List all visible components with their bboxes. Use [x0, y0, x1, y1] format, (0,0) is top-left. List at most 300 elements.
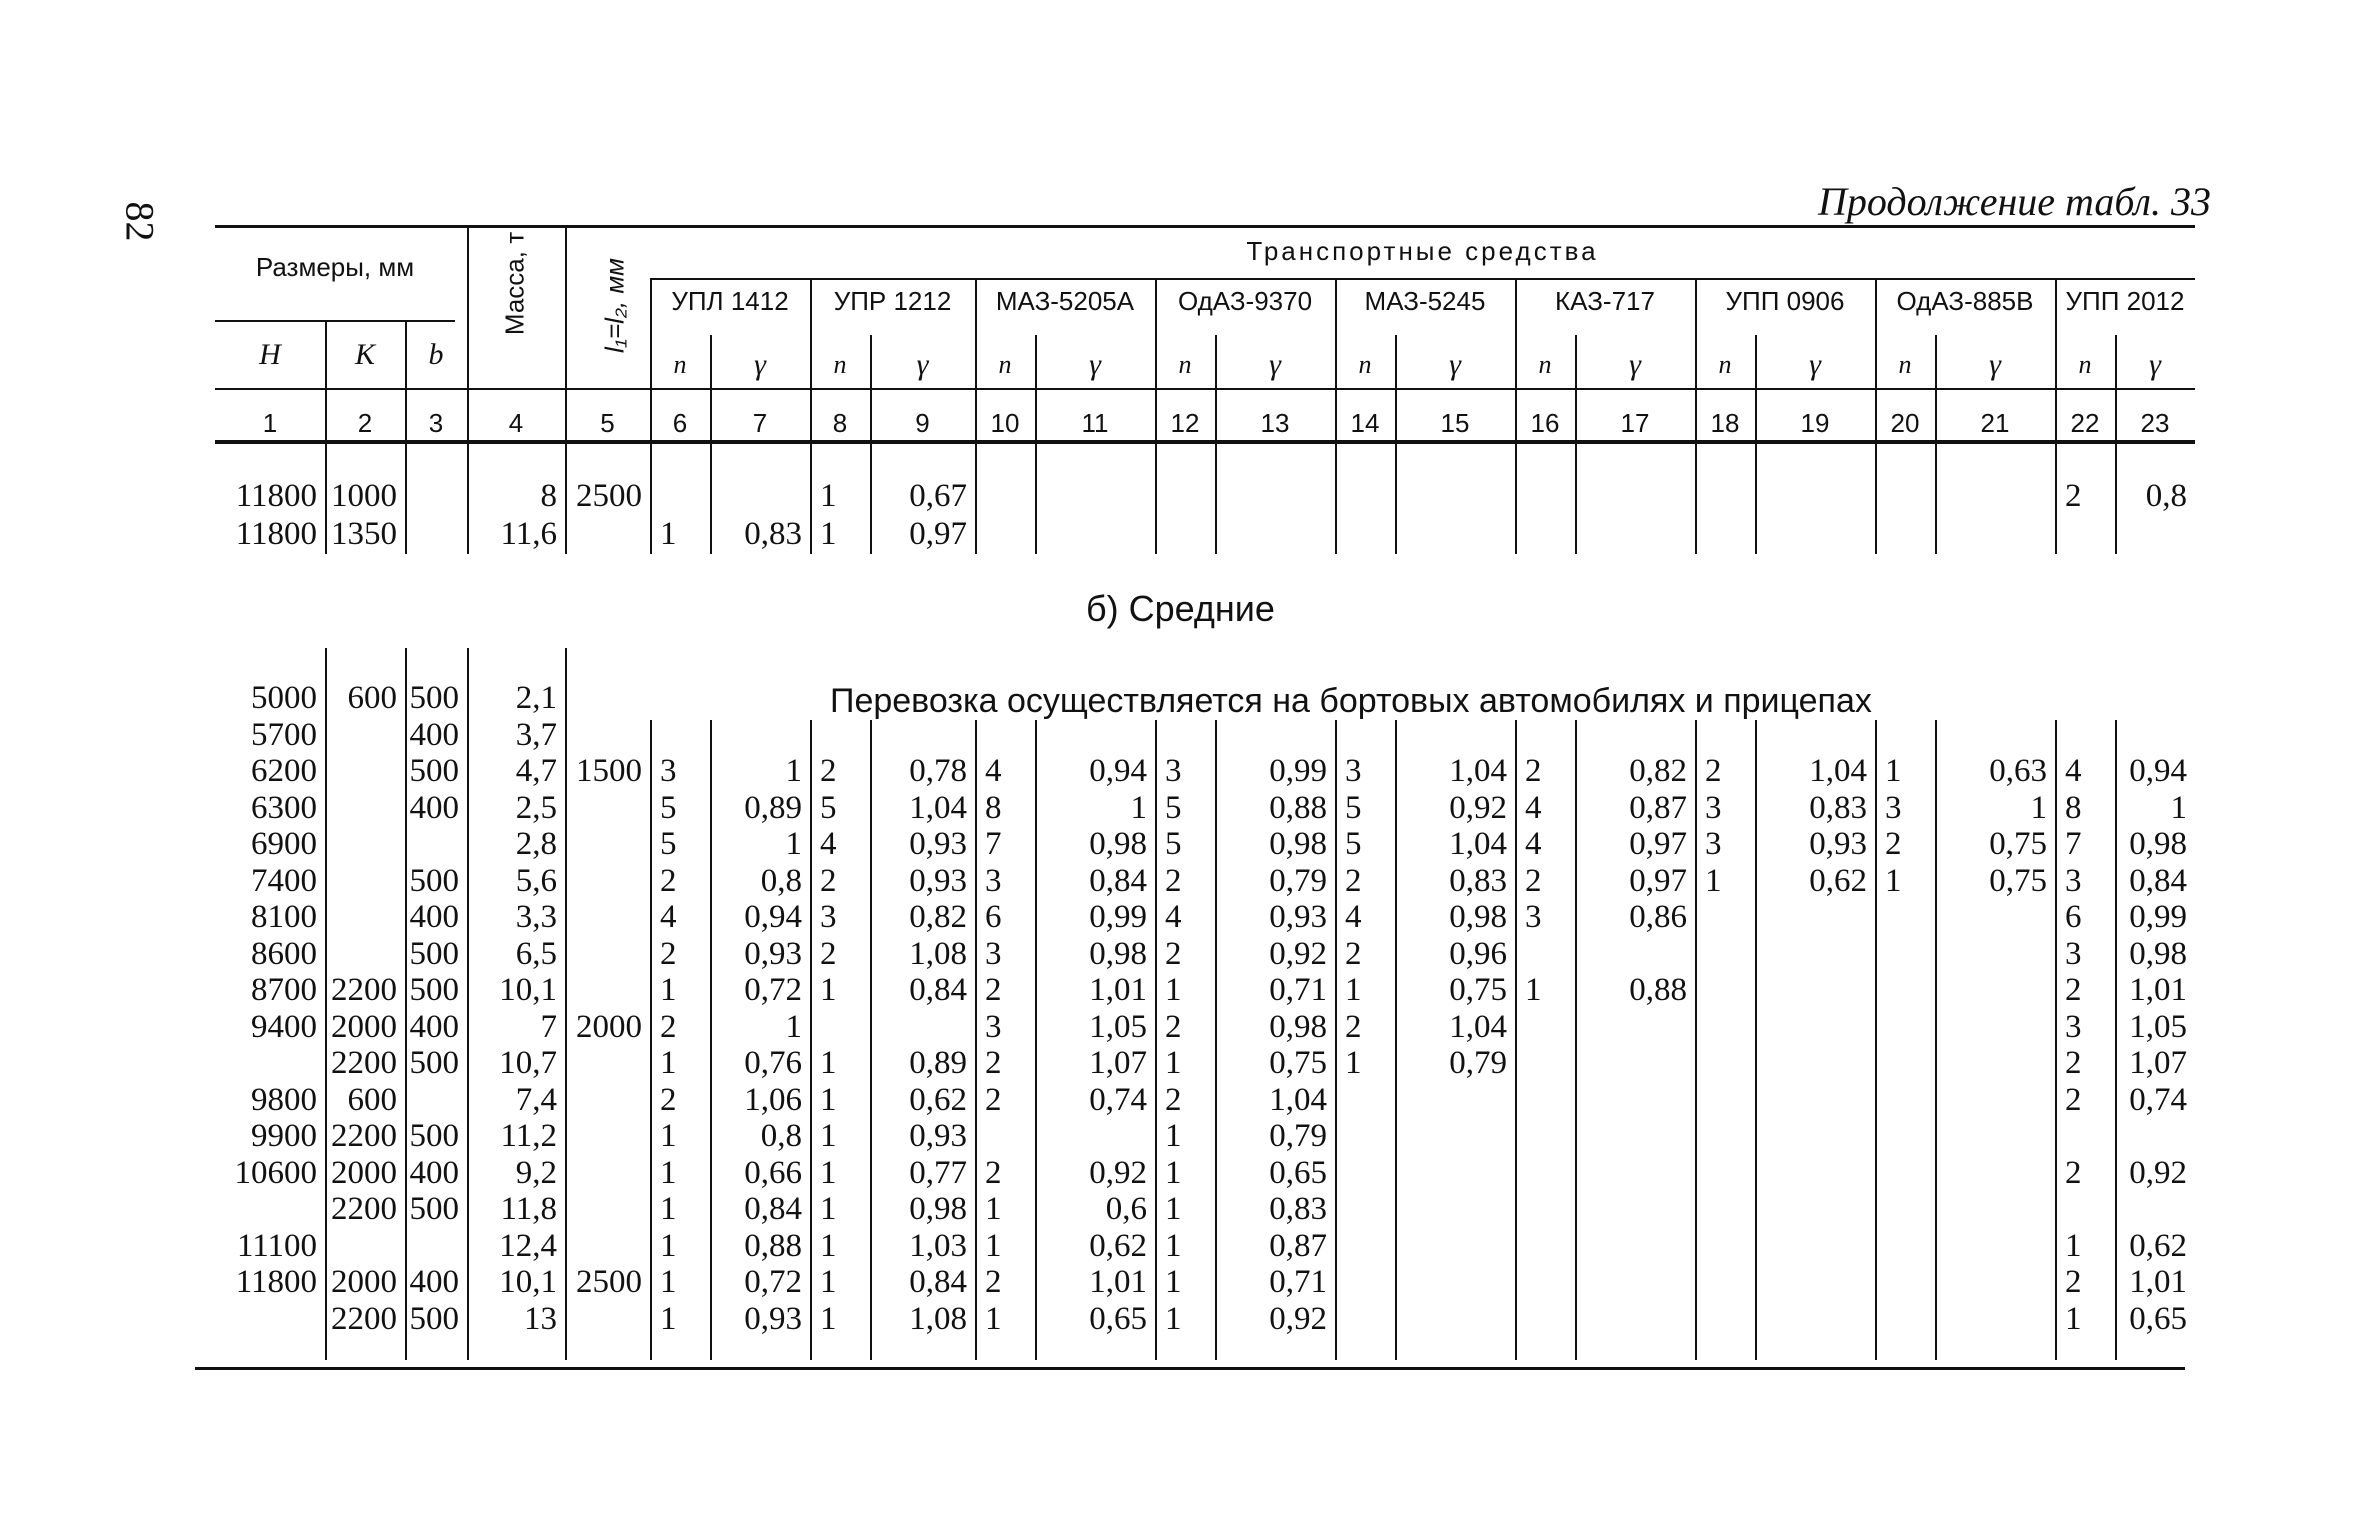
table-cell: 3	[1525, 899, 1542, 935]
column-divider	[870, 335, 872, 440]
column-divider	[565, 225, 567, 440]
column-divider	[1695, 278, 1697, 440]
column-divider	[1035, 720, 1037, 1360]
column-divider	[2115, 720, 2117, 1360]
column-divider	[870, 444, 872, 554]
table-cell: 0,98	[1089, 936, 1147, 972]
table-cell: 500	[409, 936, 459, 972]
table-cell: 2	[1345, 936, 1362, 972]
column-number: 14	[1350, 408, 1380, 438]
column-divider	[467, 444, 469, 554]
table-cell: 1	[820, 1301, 837, 1337]
table-cell: 1	[820, 516, 837, 552]
column-number: 12	[1170, 408, 1200, 438]
table-cell: 0,83	[1269, 1191, 1327, 1227]
column-divider	[1575, 335, 1577, 440]
col-h-header: H	[259, 338, 281, 371]
table-cell: 3	[1345, 753, 1362, 789]
table-cell: 1	[1130, 790, 1147, 826]
table-cell: 5	[1165, 826, 1182, 862]
table-cell: 1	[1165, 972, 1182, 1008]
gamma-header: γ	[1089, 348, 1101, 381]
table-cell: 2000	[576, 1009, 642, 1045]
table-cell: 2200	[331, 1301, 397, 1337]
column-divider	[1695, 444, 1697, 554]
table-cell: 1	[660, 516, 677, 552]
table-cell: 1350	[331, 516, 397, 552]
column-divider	[650, 278, 652, 440]
column-divider	[870, 720, 872, 1360]
table-cell: 500	[409, 1191, 459, 1227]
table-cell: 0,74	[1089, 1082, 1147, 1118]
gamma-header: γ	[1449, 348, 1461, 381]
table-cell: 4,7	[515, 753, 557, 789]
column-number: 20	[1890, 408, 1920, 438]
table-cell: 2	[660, 1009, 677, 1045]
column-divider	[1335, 720, 1337, 1360]
table-cell: 0,98	[1449, 899, 1507, 935]
table-cell: 3	[820, 899, 837, 935]
table-cell: 2	[2065, 972, 2082, 1008]
table-cell: 1	[660, 1045, 677, 1081]
table-cell: 0,93	[909, 826, 967, 862]
column-number: 23	[2140, 408, 2170, 438]
table-cell: 0,99	[1269, 753, 1327, 789]
table-cell: 0,65	[2129, 1301, 2187, 1337]
table-cell: 1	[1885, 863, 1902, 899]
column-number: 4	[508, 408, 524, 438]
column-number: 1	[262, 408, 278, 438]
table-cell: 0,88	[1629, 972, 1687, 1008]
column-divider	[467, 648, 469, 1360]
table-cell: 10,1	[499, 972, 557, 1008]
table-cell: 1	[820, 972, 837, 1008]
table-cell: 7	[985, 826, 1002, 862]
column-number: 15	[1440, 408, 1470, 438]
column-divider	[1935, 335, 1937, 440]
column-number: 19	[1800, 408, 1830, 438]
mass-header: Масса, т	[499, 231, 530, 336]
table-cell: 1,04	[1269, 1082, 1327, 1118]
table-cell: 1,04	[1449, 753, 1507, 789]
table-cell: 0,75	[1269, 1045, 1327, 1081]
sizes-header: Размеры, мм	[255, 252, 415, 282]
table-cell: 1,08	[909, 936, 967, 972]
table-cell: 9400	[251, 1009, 317, 1045]
table-cell: 0,98	[1269, 1009, 1327, 1045]
table-cell: 2	[2065, 1155, 2082, 1191]
table-cell: 400	[409, 1009, 459, 1045]
table-cell: 1500	[576, 753, 642, 789]
column-divider	[975, 278, 977, 440]
table-cell: 2,8	[515, 826, 557, 862]
table-cell: 5	[660, 790, 677, 826]
table-cell: 2	[1165, 863, 1182, 899]
column-number: 13	[1260, 408, 1290, 438]
table-cell: 4	[1525, 826, 1542, 862]
table-cell: 2000	[331, 1155, 397, 1191]
column-divider	[1155, 444, 1157, 554]
column-divider	[405, 648, 407, 1360]
table-cell: 0,79	[1269, 1118, 1327, 1154]
column-divider	[2055, 720, 2057, 1360]
table-cell: 0,71	[1269, 1264, 1327, 1300]
column-number: 5	[600, 408, 615, 438]
table-cell: 0,84	[909, 1264, 967, 1300]
table-cell: 0,72	[744, 1264, 802, 1300]
table-cell: 2	[1165, 1082, 1182, 1118]
n-header: n	[1358, 350, 1372, 379]
table-cell: 1	[1705, 863, 1722, 899]
table-cell: 1,01	[2129, 972, 2187, 1008]
column-number: 10	[990, 408, 1020, 438]
table-cell: 8	[2065, 790, 2082, 826]
transport-header: Транспортные средства	[1246, 236, 1599, 266]
table-cell: 1	[820, 1191, 837, 1227]
table-cell: 2	[985, 972, 1002, 1008]
table-cell: 2	[660, 863, 677, 899]
table-cell: 400	[409, 899, 459, 935]
table-cell: 4	[1525, 790, 1542, 826]
column-number: 11	[1081, 408, 1109, 438]
table-cell: 0,94	[1089, 753, 1147, 789]
column-divider	[810, 278, 812, 440]
column-divider	[1575, 720, 1577, 1360]
n-header: n	[833, 350, 847, 379]
table-cell: 2	[1885, 826, 1902, 862]
table-cell: 1	[1165, 1301, 1182, 1337]
table-cell: 11800	[235, 516, 317, 552]
table-cell: 1	[1165, 1191, 1182, 1227]
column-divider	[650, 444, 652, 554]
table-cell: 8100	[251, 899, 317, 935]
transport-note: Перевозка осуществляется на бортовых автомобилях и прицепах	[830, 682, 1872, 720]
table-cell: 0,86	[1629, 899, 1687, 935]
table-cell: 1,07	[1089, 1045, 1147, 1081]
column-divider	[325, 444, 327, 554]
n-header: n	[1718, 350, 1732, 379]
table-cell: 0,88	[744, 1228, 802, 1264]
table-cell: 5	[1345, 826, 1362, 862]
table-cell: 2200	[331, 972, 397, 1008]
table-cell: 0,97	[909, 516, 967, 552]
n-header: n	[1538, 350, 1552, 379]
table-cell: 1	[2065, 1301, 2082, 1337]
table-cell: 0,92	[1089, 1155, 1147, 1191]
column-divider	[325, 648, 327, 1360]
table-cell: 5	[1165, 790, 1182, 826]
table-cell: 6300	[251, 790, 317, 826]
table-cell: 0,67	[909, 478, 967, 514]
table-cell: 500	[409, 753, 459, 789]
table-cell: 1	[1885, 753, 1902, 789]
table-cell: 1,07	[2129, 1045, 2187, 1081]
column-number: 16	[1530, 408, 1560, 438]
table-cell: 0,72	[744, 972, 802, 1008]
table-cell: 0,93	[744, 936, 802, 972]
n-header: n	[1898, 350, 1912, 379]
table-cell: 6	[985, 899, 1002, 935]
column-divider	[1515, 720, 1517, 1360]
table-cell: 1	[1345, 972, 1362, 1008]
table-cell: 0,62	[1089, 1228, 1147, 1264]
table-cell: 2	[2065, 1045, 2082, 1081]
column-divider	[710, 720, 712, 1360]
table-cell: 0,94	[744, 899, 802, 935]
column-divider	[1395, 444, 1397, 554]
column-number: 8	[832, 408, 848, 438]
table-cell: 1	[2030, 790, 2047, 826]
rule-line	[195, 1367, 2185, 1370]
table-cell: 13	[524, 1301, 557, 1337]
gamma-header: γ	[1629, 348, 1641, 381]
table-cell: 1,04	[1449, 826, 1507, 862]
table-cell: 1	[1165, 1155, 1182, 1191]
table-cell: 3	[2065, 863, 2082, 899]
table-cell: 9,2	[515, 1155, 557, 1191]
table-cell: 7	[2065, 826, 2082, 862]
table-cell: 1,01	[1089, 1264, 1147, 1300]
table-cell: 400	[409, 717, 459, 753]
table-cell: 0,71	[1269, 972, 1327, 1008]
table-cell: 2	[1705, 753, 1722, 789]
table-cell: 3	[660, 753, 677, 789]
col-k-header: K	[354, 338, 375, 371]
column-divider	[810, 720, 812, 1360]
table-cell: 0,89	[909, 1045, 967, 1081]
table-cell: 0,84	[2129, 863, 2187, 899]
table-cell: 0,62	[1809, 863, 1867, 899]
vehicle-header: ОдАЗ-885В	[1896, 286, 2034, 316]
table-cell: 0,63	[1989, 753, 2047, 789]
table-cell: 0,79	[1269, 863, 1327, 899]
table-cell: 2200	[331, 1191, 397, 1227]
table-cell: 1	[660, 972, 677, 1008]
table-cell: 1	[660, 1191, 677, 1227]
column-divider	[405, 444, 407, 554]
table-cell: 0,94	[2129, 753, 2187, 789]
gamma-header: γ	[2149, 348, 2161, 381]
vehicle-header: КАЗ-717	[1555, 286, 1655, 316]
gamma-header: γ	[1269, 348, 1281, 381]
table-cell: 2	[2065, 1264, 2082, 1300]
table-cell: 0,92	[1269, 936, 1327, 972]
table-cell: 5	[820, 790, 837, 826]
table-cell: 2500	[576, 1264, 642, 1300]
table-cell: 0,98	[2129, 936, 2187, 972]
table-cell: 0,99	[2129, 899, 2187, 935]
table-cell: 0,83	[1809, 790, 1867, 826]
vehicle-header: МАЗ-5205А	[995, 286, 1135, 316]
table-cell: 4	[985, 753, 1002, 789]
table-cell: 4	[1165, 899, 1182, 935]
table-cell: 0,84	[909, 972, 967, 1008]
table-cell: 5	[660, 826, 677, 862]
table-cell: 0,74	[2129, 1082, 2187, 1118]
table-cell: 4	[660, 899, 677, 935]
table-cell: 2	[2065, 478, 2082, 514]
rule-line	[215, 320, 455, 322]
table-cell: 500	[409, 972, 459, 1008]
table-cell: 1,04	[1809, 753, 1867, 789]
table-cell: 1	[660, 1264, 677, 1300]
table-cell: 7,4	[515, 1082, 557, 1118]
table-cell: 1	[820, 1228, 837, 1264]
table-cell: 0,62	[909, 1082, 967, 1118]
rule-line	[650, 278, 2195, 280]
table-cell: 7	[540, 1009, 557, 1045]
table-cell: 1	[660, 1301, 677, 1337]
table-cell: 6200	[251, 753, 317, 789]
table-cell: 1,01	[2129, 1264, 2187, 1300]
table-cell: 11,2	[500, 1118, 557, 1154]
column-divider	[1335, 444, 1337, 554]
table-cell: 3,3	[515, 899, 557, 935]
table-cell: 0,93	[1809, 826, 1867, 862]
table-cell: 10,1	[499, 1264, 557, 1300]
table-cell: 4	[2065, 753, 2082, 789]
table-cell: 500	[409, 1301, 459, 1337]
table-cell: 5700	[251, 717, 317, 753]
table-cell: 2	[820, 863, 837, 899]
column-divider	[2055, 278, 2057, 440]
column-number: 22	[2070, 408, 2100, 438]
column-number: 9	[915, 408, 930, 438]
table-cell: 400	[409, 1264, 459, 1300]
column-divider	[1335, 278, 1337, 440]
vehicle-header: УПЛ 1412	[671, 286, 789, 316]
table-cell: 0,89	[744, 790, 802, 826]
table-cell: 2	[1345, 863, 1362, 899]
column-divider	[1035, 444, 1037, 554]
table-cell: 6	[2065, 899, 2082, 935]
table-cell: 0,96	[1449, 936, 1507, 972]
table-cell: 0,98	[2129, 826, 2187, 862]
table-cell: 1	[660, 1228, 677, 1264]
table-cell: 11,8	[500, 1191, 557, 1227]
table-cell: 0,78	[909, 753, 967, 789]
table-cell: 8	[540, 478, 557, 514]
table-cell: 0,88	[1269, 790, 1327, 826]
column-divider	[2115, 444, 2117, 554]
table-cell: 0,93	[909, 1118, 967, 1154]
table-cell: 400	[409, 790, 459, 826]
column-divider	[1155, 278, 1157, 440]
gamma-header: γ	[1809, 348, 1821, 381]
table-cell: 0,98	[909, 1191, 967, 1227]
table-cell: 1	[2065, 1228, 2082, 1264]
column-divider	[1035, 335, 1037, 440]
table-cell: 1	[820, 1155, 837, 1191]
table-cell: 1	[1345, 1045, 1362, 1081]
table-cell: 1	[660, 1155, 677, 1191]
table-cell: 400	[409, 1155, 459, 1191]
table-cell: 1,04	[1449, 1009, 1507, 1045]
table-cell: 0,92	[1269, 1301, 1327, 1337]
gamma-header: γ	[754, 348, 766, 381]
table-cell: 4	[1345, 899, 1362, 935]
table-cell: 0,76	[744, 1045, 802, 1081]
table-cell: 1	[1165, 1228, 1182, 1264]
table-cell: 1	[1165, 1264, 1182, 1300]
table-cell: 3	[1885, 790, 1902, 826]
table-cell: 5	[1345, 790, 1362, 826]
table-cell: 2	[820, 936, 837, 972]
table-cell: 3	[985, 1009, 1002, 1045]
column-divider	[1215, 720, 1217, 1360]
table-cell: 1	[820, 1264, 837, 1300]
column-divider	[1875, 444, 1877, 554]
table-cell: 2000	[331, 1264, 397, 1300]
table-cell: 0,8	[2145, 478, 2187, 514]
table-cell: 3	[985, 863, 1002, 899]
table-cell: 0,92	[1449, 790, 1507, 826]
table-cell: 1,04	[909, 790, 967, 826]
table-cell: 1,01	[1089, 972, 1147, 1008]
table-cell: 3	[2065, 1009, 2082, 1045]
column-divider	[2115, 335, 2117, 440]
table-cell: 1000	[331, 478, 397, 514]
vehicle-header: УПП 2012	[2065, 286, 2185, 316]
table-cell: 3,7	[515, 717, 557, 753]
table-cell: 0,87	[1629, 790, 1687, 826]
table-cell: 0,98	[1269, 826, 1327, 862]
table-cell: 2000	[331, 1009, 397, 1045]
table-cell: 3	[2065, 936, 2082, 972]
table-cell: 1	[660, 1118, 677, 1154]
table-cell: 0,83	[744, 516, 802, 552]
column-divider	[1695, 720, 1697, 1360]
table-cell: 2,5	[515, 790, 557, 826]
gamma-header: γ	[916, 348, 929, 381]
rule-line	[215, 388, 2195, 390]
table-cell: 11100	[236, 1228, 317, 1264]
table-cell: 0,97	[1629, 826, 1687, 862]
table-cell: 1	[985, 1228, 1002, 1264]
table-cell: 0,65	[1269, 1155, 1327, 1191]
table-cell: 12,4	[499, 1228, 557, 1264]
table-cell: 500	[409, 680, 459, 716]
column-divider	[1515, 278, 1517, 440]
table-cell: 10600	[234, 1155, 317, 1191]
table-cell: 11800	[235, 1264, 317, 1300]
column-divider	[1395, 720, 1397, 1360]
column-number: 7	[752, 408, 768, 438]
table-cell: 2	[1165, 936, 1182, 972]
column-divider	[1395, 335, 1397, 440]
table-cell: 2	[820, 753, 837, 789]
column-divider	[1575, 444, 1577, 554]
gamma-header: γ	[1989, 348, 2001, 381]
table-cell: 0,8	[760, 1118, 802, 1154]
vehicle-header: ОдАЗ-9370	[1177, 286, 1313, 316]
column-number: 2	[357, 408, 373, 438]
column-divider	[565, 648, 567, 1360]
page-number: 82	[117, 201, 163, 242]
table-cell: 0,99	[1089, 899, 1147, 935]
table-cell: 2200	[331, 1118, 397, 1154]
table-cell: 0,79	[1449, 1045, 1507, 1081]
table-cell: 2,1	[515, 680, 557, 716]
table-cell: 2500	[576, 478, 642, 514]
table-cell: 2	[1525, 753, 1542, 789]
table-cell: 0,98	[1089, 826, 1147, 862]
table-cell: 8600	[251, 936, 317, 972]
table-cell: 2	[660, 936, 677, 972]
table-cell: 600	[347, 680, 397, 716]
table-caption: Продолжение табл. 33	[1817, 179, 2211, 224]
column-divider	[325, 320, 327, 440]
